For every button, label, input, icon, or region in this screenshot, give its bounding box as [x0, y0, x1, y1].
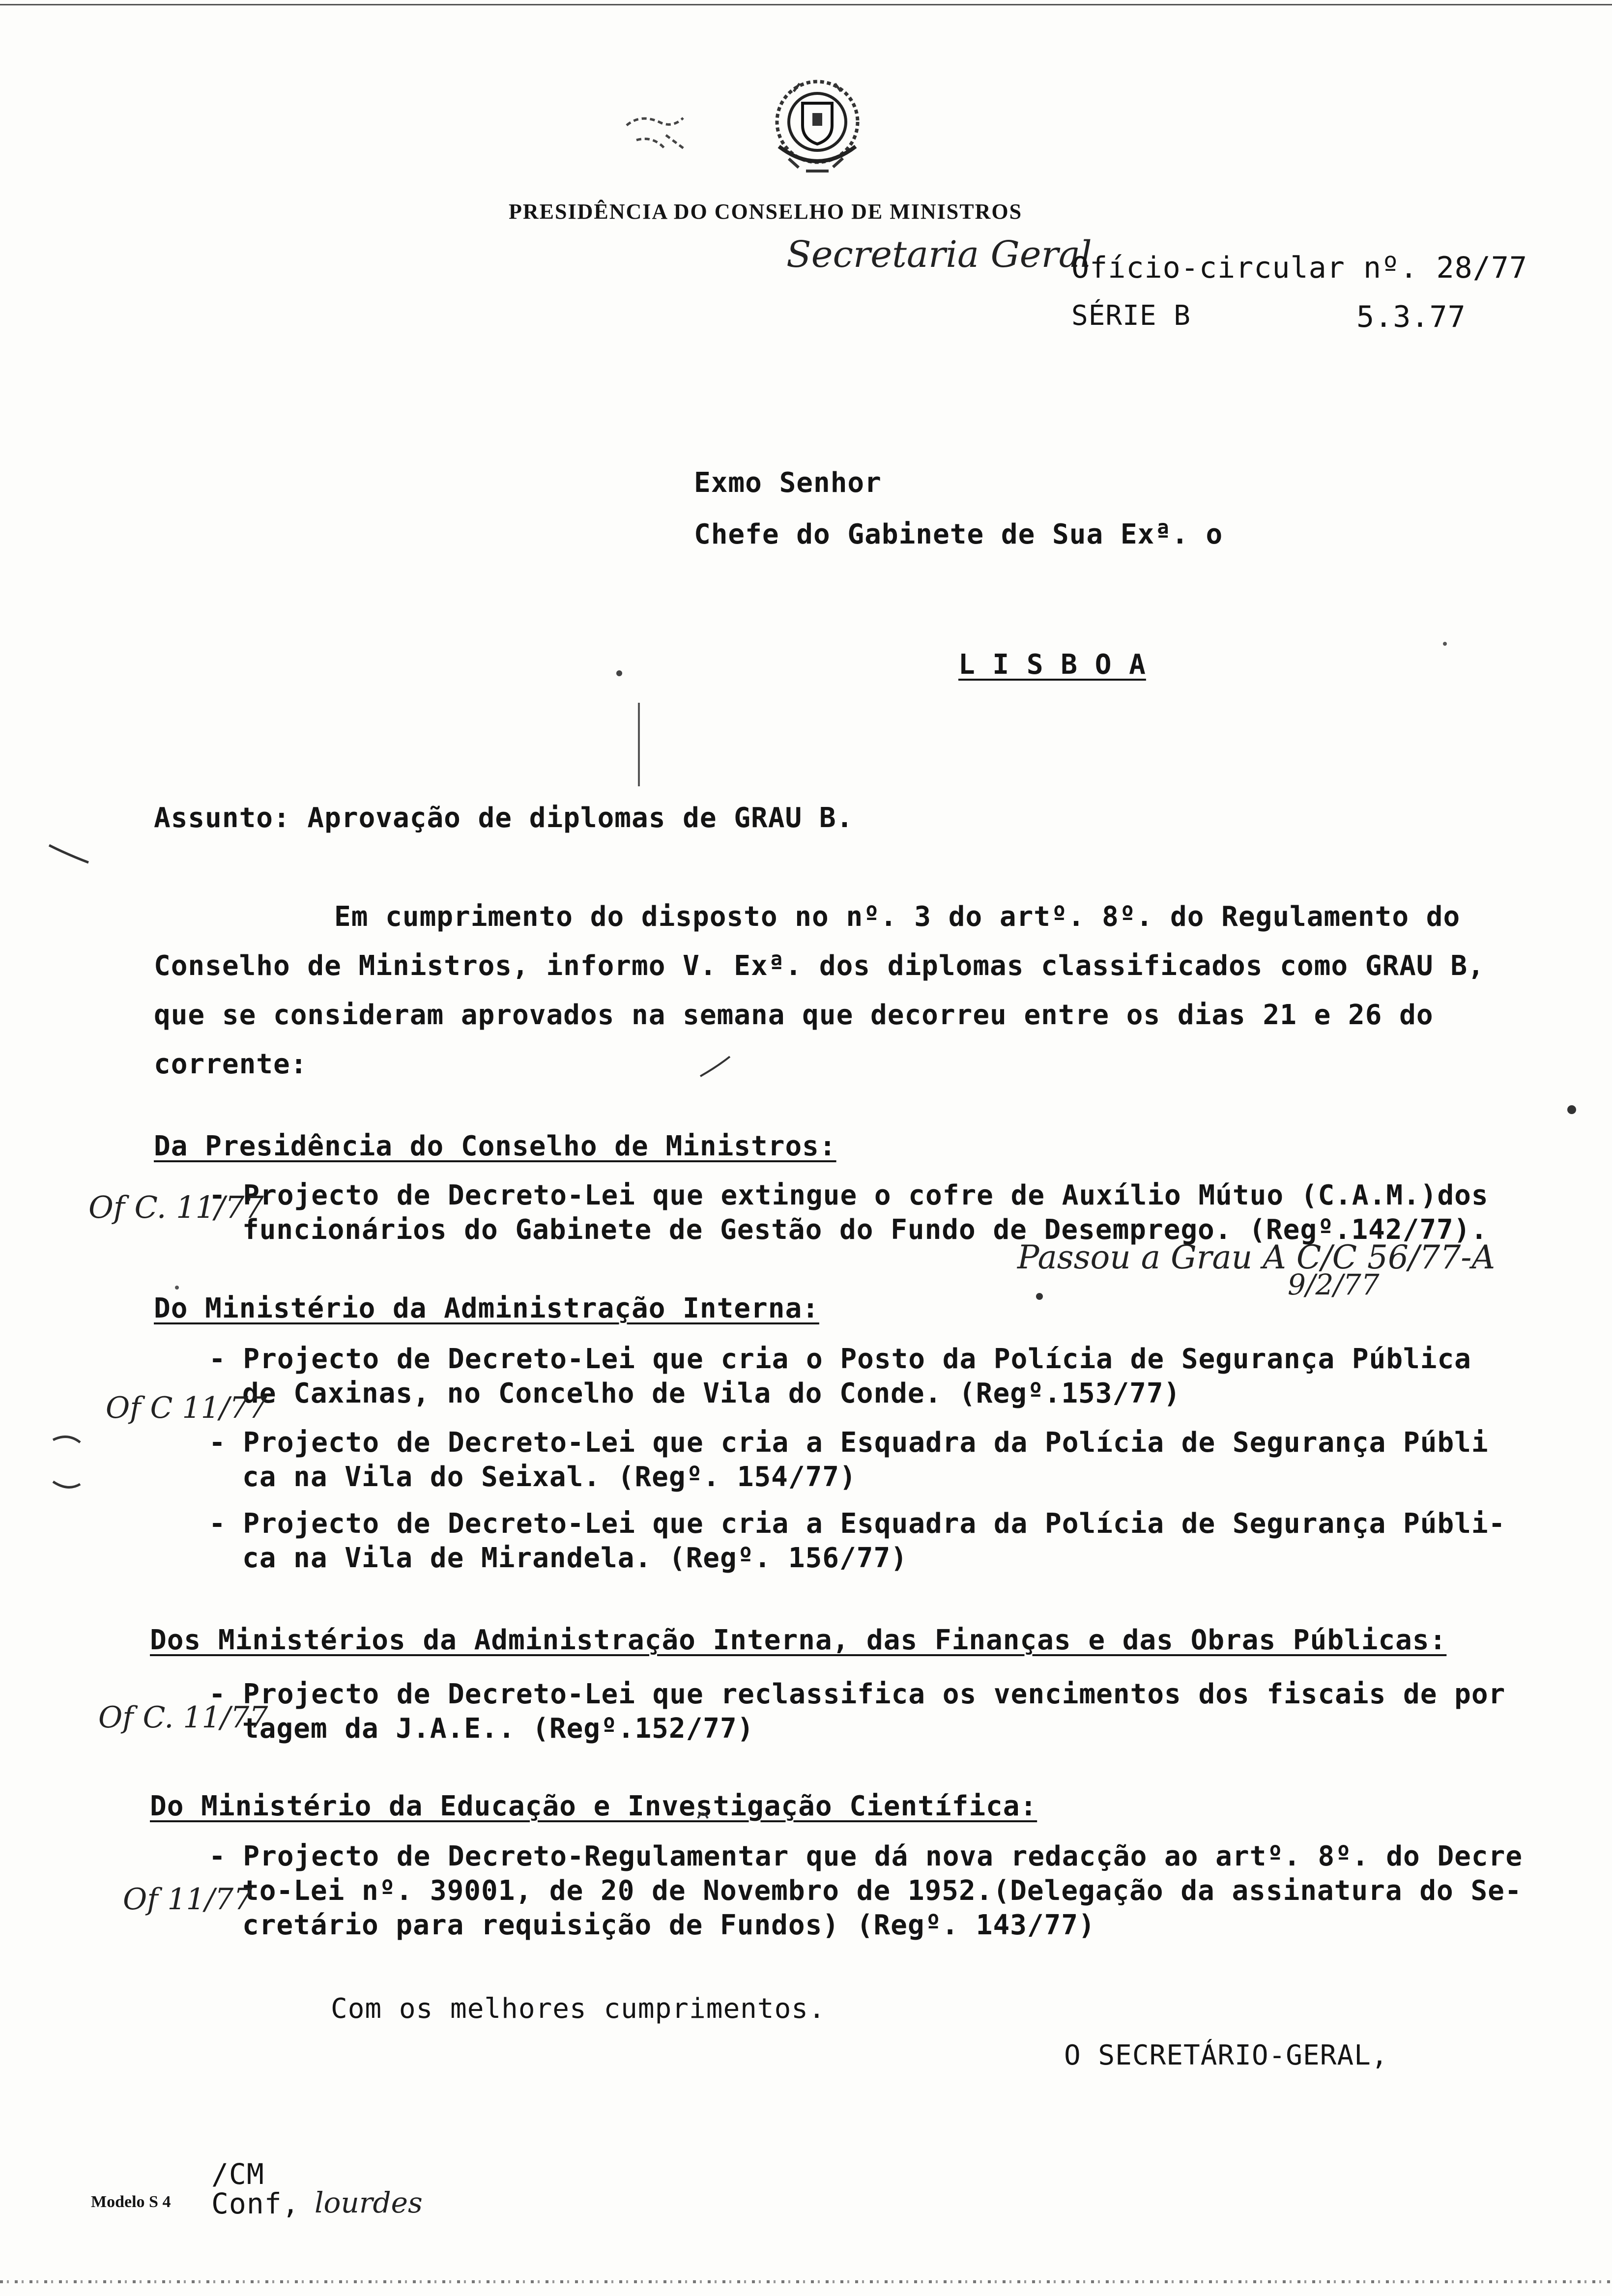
intro-line-2: Conselho de Ministros, informo V. Exª. dos diplomas classificados como GRAU B, — [154, 950, 1485, 982]
list-item-line: - Projecto de Decreto-Lei que cria o Posto da Polícia de Segurança Pública — [209, 1343, 1471, 1375]
list-item-line: - Projecto de Decreto-Lei que extingue o cofre de Auxílio Mútuo (C.A.M.)dos — [209, 1179, 1489, 1211]
handwritten-note: Of 11/77 — [123, 1882, 253, 1917]
date: 5.3.77 — [1356, 300, 1466, 334]
intro-line-4: corrente: — [154, 1048, 308, 1080]
list-item-line: funcionários do Gabinete de Gestão do Fundo de Desemprego. (Regº.142/77). — [242, 1214, 1488, 1246]
signature-title: O SECRETÁRIO-GERAL, — [1064, 2039, 1388, 2071]
scan-edge-bottom — [0, 2280, 1612, 2283]
list-item-line: ca na Vila de Mirandela. (Regº. 156/77) — [242, 1542, 908, 1574]
form-model-label: Modelo S 4 — [91, 2193, 171, 2211]
list-item-line: de Caxinas, no Concelho de Vila do Conde. (Regº.153/77) — [242, 1378, 1181, 1409]
closing-line: Com os melhores cumprimentos. — [331, 1993, 826, 2025]
section-heading-administracao-interna: Do Ministério da Administração Interna: — [154, 1292, 819, 1324]
list-item-line: tagem da J.A.E.. (Regº.152/77) — [242, 1713, 754, 1745]
section-heading-ministerios: Dos Ministérios da Administração Interna, das Finanças e das Obras Públicas: — [150, 1624, 1447, 1656]
footer-initials: /CM — [211, 2157, 264, 2191]
city: L I S B O A — [958, 649, 1146, 681]
list-item-line: - Projecto de Decreto-Lei que cria a Esquadra da Polícia de Segurança Públi — [209, 1427, 1489, 1459]
intro-line-3: que se consideram aprovados na semana que decorreu entre os dias 21 e 26 do — [154, 999, 1434, 1031]
list-item-line: cretário para requisição de Fundos) (Regº. 143/77) — [242, 1909, 1095, 1941]
conf-label: Conf, — [211, 2187, 300, 2220]
list-item-line: to-Lei nº. 39001, de 20 de Novembro de 1952.(Delegação da assinatura do Se- — [242, 1875, 1522, 1907]
subject: Assunto: Aprovação de diplomas de GRAU B. — [154, 802, 854, 834]
handwritten-conf-name: lourdes — [315, 2186, 423, 2219]
handwritten-note: Of C 11/77 — [106, 1391, 267, 1425]
series-label: SÉRIE B — [1071, 300, 1191, 332]
section-heading-educacao: Do Ministério da Educação e Investigação Científica: — [150, 1790, 1037, 1822]
salutation: Exmo Senhor — [694, 467, 882, 499]
section-heading-presidencia: Da Presidência do Conselho de Ministros: — [154, 1130, 836, 1162]
department-script: Secretaria Geral — [786, 233, 1092, 276]
recipient: Chefe do Gabinete de Sua Exª. o — [694, 518, 1223, 550]
intro-line-1: Em cumprimento do disposto no nº. 3 do artº. 8º. do Regulamento do — [334, 901, 1461, 933]
handwritten-note: 9/2/77 — [1288, 1268, 1380, 1301]
handwritten-note: Passou a Grau A C/C 56/77-A — [1017, 1238, 1496, 1276]
handwritten-note: Of C. 11/77 — [98, 1700, 268, 1735]
list-item-line: ca na Vila do Seixal. (Regº. 154/77) — [242, 1461, 857, 1493]
handwritten-note: Of C. 11/77 — [88, 1189, 264, 1225]
circular-number: Ofício-circular nº. 28/77 — [1071, 251, 1528, 285]
list-item-line: - Projecto de Decreto-Lei que reclassifica os vencimentos dos fiscais de por — [209, 1678, 1506, 1710]
list-item-line: - Projecto de Decreto-Lei que cria a Esquadra da Polícia de Segurança Públi- — [209, 1508, 1506, 1540]
institution-header: PRESIDÊNCIA DO CONSELHO DE MINISTROS — [509, 200, 1023, 224]
list-item-line: - Projecto de Decreto-Regulamentar que dá nova redacção ao artº. 8º. do Decre — [209, 1840, 1523, 1872]
